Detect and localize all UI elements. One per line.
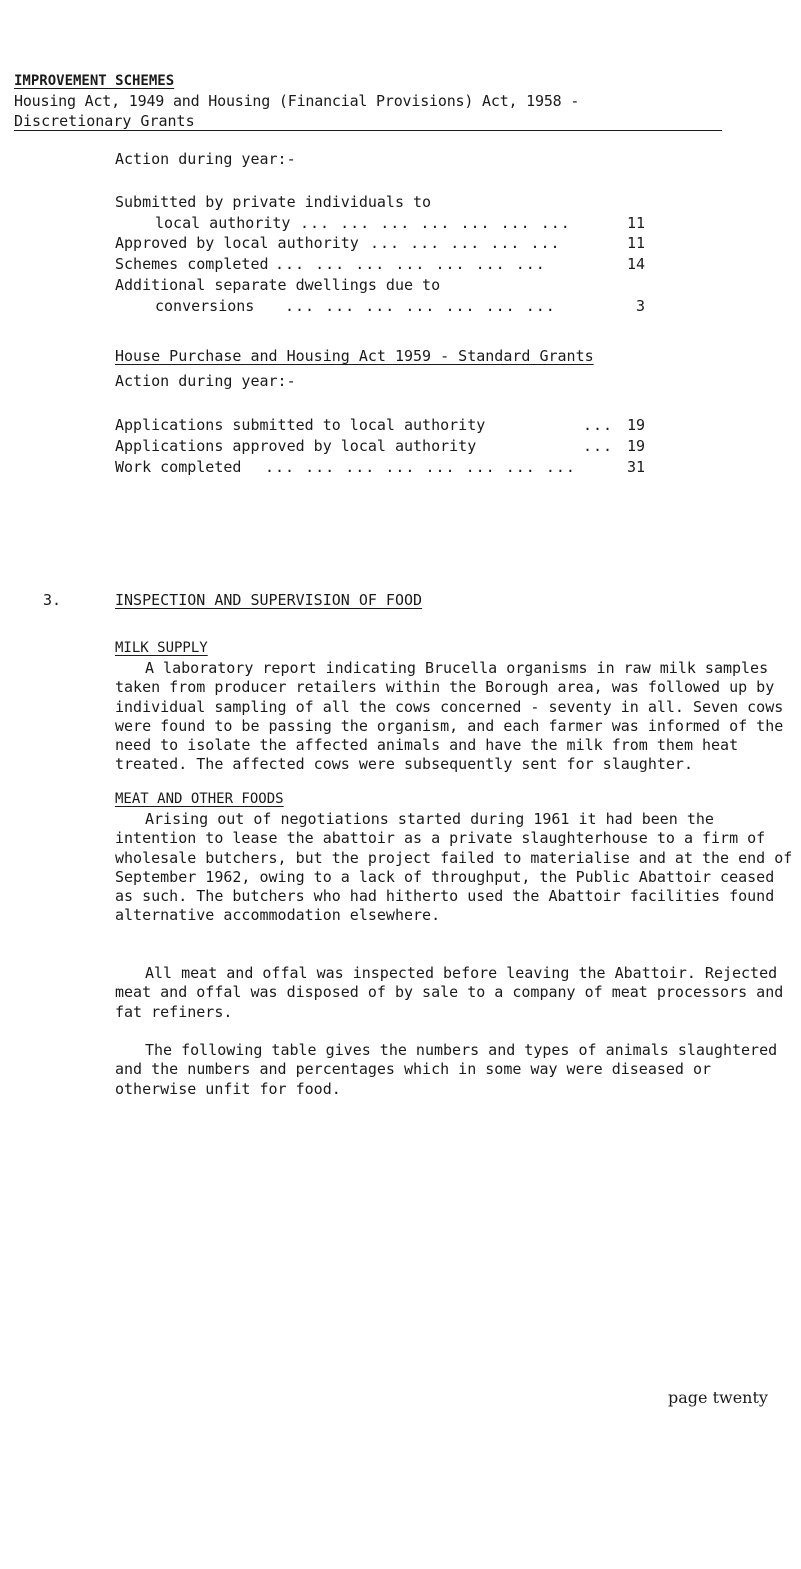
leader-dots: ... ... ... ... ...	[370, 234, 561, 252]
leader-dots: ...	[583, 416, 614, 434]
leader-dots: ... ... ... ... ... ... ...	[275, 255, 546, 273]
subheading-discretionary-grants: Discretionary Grants	[14, 112, 195, 130]
meat-foods-paragraph: Arising out of negotiations started during 1961 it had been the intention to lease the abattoir as a private slaughterhouse to a firm of wholesale butchers, but the project failed to materialise and at the end of September 1962, owing to a lack of throughput, the Public Abattoir ceased as such. The butchers who had hitherto used the Abattoir facilities found alternative accommodation elsewhere.	[115, 810, 793, 925]
leader-dots: ...	[583, 437, 614, 455]
leader-dots: ... ... ... ... ... ... ...	[285, 297, 556, 315]
row-additional-value: 3	[635, 297, 645, 315]
row-approved-label: Approved by local authority	[115, 234, 359, 252]
row-submitted-value: 11	[626, 214, 645, 232]
row-applications-approved-value: 19	[626, 437, 645, 455]
subheading-milk-supply: MILK SUPPLY	[115, 640, 208, 656]
milk-supply-paragraph: A laboratory report indicating Brucella organisms in raw milk samples taken from producer retailers within the Borough area, was followed up by individual sampling of all the cows concerned - seventy in all. Seven cows were found to be passing the organism, and each farmer was informed of the need to isolate the affected animals and have the milk from them heat treated. The affected cows were subsequently sent for slaughter.	[115, 659, 784, 774]
row-schemes-completed-label: Schemes completed	[115, 255, 269, 273]
row-approved	[115, 234, 645, 256]
act-reference-line: Housing Act, 1949 and Housing (Financial Provisions) Act, 1958 -	[14, 92, 580, 110]
row-submitted-label-line2: local authority	[155, 214, 291, 232]
subheading-underline	[14, 130, 722, 131]
house-purchase-action-label: Action during year:-	[115, 372, 296, 390]
row-work-completed	[115, 458, 645, 480]
page-number-label: page twenty	[668, 1388, 768, 1407]
row-additional-label-line2: conversions	[155, 297, 255, 315]
leader-dots: ... ... ... ... ... ... ... ...	[265, 458, 576, 476]
section-heading-inspection: INSPECTION AND SUPERVISION OF FOOD	[115, 591, 423, 609]
row-schemes-completed-value: 14	[626, 255, 645, 273]
action-during-year-label: Action during year:-	[115, 150, 296, 168]
section-number: 3.	[43, 591, 62, 609]
offal-paragraph: All meat and offal was inspected before leaving the Abattoir. Rejected meat and offal was disposed of by sale to a company of meat processors and fat refiners.	[115, 964, 784, 1021]
row-work-completed-label: Work completed	[115, 458, 242, 476]
subheading-meat-other-foods: MEAT AND OTHER FOODS	[115, 791, 284, 807]
section-heading-improvement-schemes: IMPROVEMENT SCHEMES	[14, 73, 175, 89]
row-applications-submitted	[115, 416, 645, 438]
section-heading-house-purchase: House Purchase and Housing Act 1959 - Standard Grants	[115, 347, 594, 365]
row-applications-approved	[115, 437, 645, 459]
row-applications-approved-label: Applications approved by local authority	[115, 437, 477, 455]
leader-dots: ... ... ... ... ... ... ...	[300, 214, 571, 232]
row-approved-value: 11	[626, 234, 645, 252]
row-additional-dwellings	[155, 297, 645, 319]
row-applications-submitted-label: Applications submitted to local authority	[115, 416, 486, 434]
row-schemes-completed	[115, 255, 645, 277]
row-work-completed-value: 31	[626, 458, 645, 476]
row-additional-label-line1: Additional separate dwellings due to	[115, 276, 441, 294]
row-submitted-label-line1: Submitted by private individuals to	[115, 193, 432, 211]
row-submitted	[155, 214, 645, 236]
table-intro-paragraph: The following table gives the numbers and types of animals slaughtered and the numbers and percentages which in some way were diseased or otherwise unfit for food.	[115, 1041, 778, 1098]
row-applications-submitted-value: 19	[626, 416, 645, 434]
